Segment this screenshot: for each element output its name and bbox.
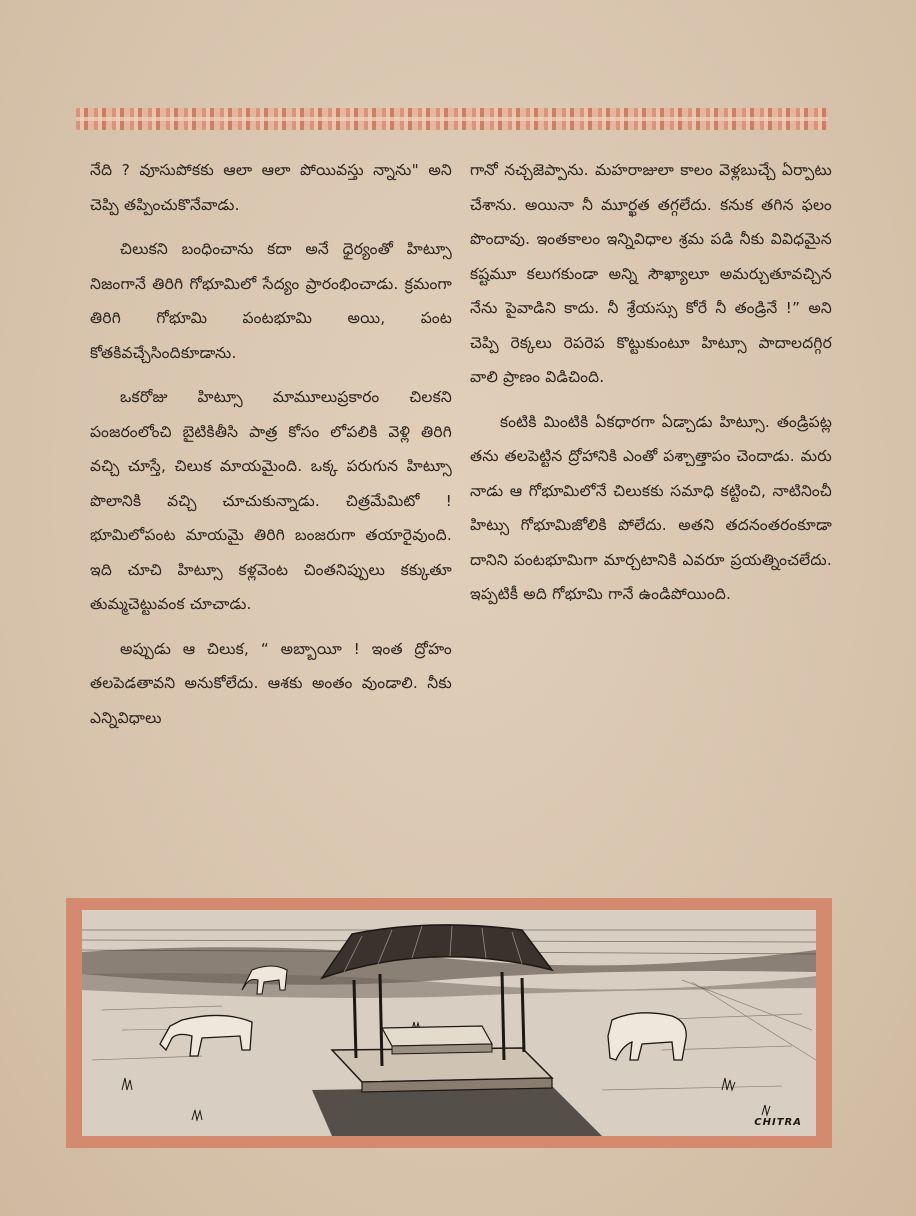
paragraph: గానో నచ్చజెప్పాను. మహరాజులా కాలం వెళ్లబుచ్చే ఏర్పాటు చేశాను. అయినా నీ మూర్ఖత తగ్గలేదు. కనుక తగిన ఫలం పొందావు. ఇంతకాలం ఇన్నివిధాల శ్రమ పడి నీకు వివిధమైన కష్టమూ కలుగకుండా అన్ని సౌఖ్యాలూ అమర్చుతూవచ్చిన నేను పైవాడిని కాదు. నీ శ్రేయస్సు కోరే నీ తండ్రినే !” అని చెప్పి రెక్కలు రెపరెప కొట్టుకుంటూ హిట్సూ పాదాలదగ్గిర వాలి ప్రాణం విడిచింది. [470,161,832,386]
left-text-column [90,153,452,745]
paragraph: అప్పుడు ఆ చిలుక, “ అబ్బాయీ ! ఇంత ద్రోహం తలపెడతావని అనుకోలేదు. ఆశకు అంతం వుండాలి. నీకు ఎన్నివిధాలు [90,639,452,727]
paragraph: నేది ? వూసుపోకకు ఆలా ఆలా పోయివస్తు న్నాను" అని చెప్పి తప్పించుకొనేవాడు. [90,161,452,214]
right-text-column [470,153,832,622]
paragraph: కంటికి మింటికి ఏకధారగా ఏడ్చాడు హిట్సూ. తండ్రిపట్ల తను తలపెట్టిన ద్రోహానికి ఎంతో పశ్చాత్తాపం చెందాడు. మరు నాడు ఆ గోభూమిలోనే చిలుకకు సమాధి కట్టించి, నాటినించీ హిట్సు గోభూమిజోలికి పోలేదు. అతని తదనంతరంకూడా దానిని పంటభూమిగా మార్చటానికి ఎవరూ ప్రయత్నించలేదు. ఇప్పటికీ అది గోభూమి గానే ఉండిపోయింది. [470,412,832,603]
paragraph: ఒకరోజు హిట్సూ మామూలుప్రకారం చిలకని పంజరంలోంచి బైటికితీసి పాత్ర కోసం లోపలికి వెళ్లి తిరిగి వచ్చి చూస్తే, చిలుక మాయమైంది. ఒక్క పరుగున హిట్సూ పొలానికి వచ్చి చూచుకున్నాడు. చిత్రమేమిటో ! భూమిలోపంట మాయమై తిరిగి బంజరుగా తయారైవుంది. ఇది చూచి హిట్సూ కళ్లవెంట చింతనిప్పులు కక్కుతూ తుమ్మచెట్టువంక చూచాడు. [90,388,452,613]
illustration-frame [66,898,832,1148]
paragraph: చిలుకని బంధించాను కదా అనే ధైర్యంతో హిట్సూ నిజంగానే తిరిగి గోభూమిలో సేద్యం ప్రారంభించాడు. క్రమంగా తిరిగి గోభూమి పంటభూమి అయి, పంట కోతకివచ్చేసిందికూడాను. [90,240,452,362]
decorative-border [76,108,828,130]
shrine-field-illustration [82,910,816,1136]
artist-signature: CHITRA [754,1117,802,1128]
